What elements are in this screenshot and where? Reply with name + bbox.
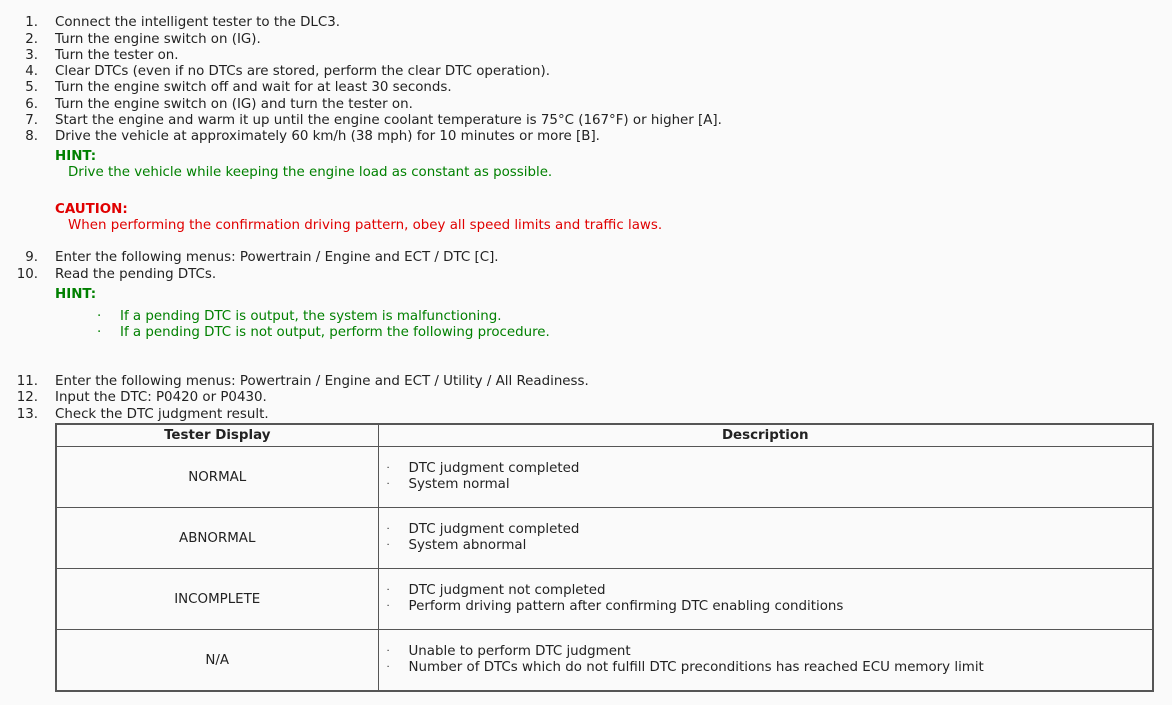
table-row [56, 569, 1153, 630]
step-6 [0, 97, 413, 113]
bullet-icon: · [386, 645, 390, 657]
bullet-icon: · [386, 584, 390, 596]
description-cell [378, 508, 1153, 569]
step-5 [0, 80, 452, 96]
step-13 [0, 407, 269, 423]
dtc-judgment-table [55, 423, 1154, 692]
step-number: 6. [25, 97, 38, 112]
step-3 [0, 48, 179, 64]
step-11 [0, 374, 589, 390]
step-12 [0, 390, 267, 406]
description-cell [378, 569, 1153, 630]
hint-label: HINT: [55, 149, 97, 164]
table-row [56, 447, 1153, 508]
step-number: 13. [16, 407, 38, 422]
header-description: Description [378, 424, 1153, 447]
tester-display-cell: NORMAL [56, 447, 378, 508]
table-row [56, 508, 1153, 569]
caution-label: CAUTION: [55, 202, 128, 217]
hint-bullet-item [97, 325, 550, 341]
step-text: Turn the tester on. [55, 48, 179, 63]
step-number: 12. [16, 390, 38, 405]
bullet-icon: · [386, 601, 390, 612]
description-item: Perform driving pattern after confirming DTC enabling conditions [408, 599, 844, 614]
step-text: Check the DTC judgment result. [55, 407, 269, 422]
step-text: Read the pending DTCs. [55, 267, 217, 282]
tester-display-cell: INCOMPLETE [56, 569, 378, 630]
description-item: System abnormal [408, 538, 527, 553]
step-number: 10. [16, 267, 38, 282]
hint-bullet-text: If a pending DTC is output, the system is malfunctioning. [120, 309, 502, 324]
step-text: Start the engine and warm it up until the engine coolant temperature is 75°C (167°F) or higher [A]. [55, 113, 722, 128]
bullet-icon: · [386, 540, 390, 551]
step-number: 3. [25, 48, 38, 63]
description-cell [378, 630, 1153, 692]
hint-bullet-text: If a pending DTC is not output, perform the following procedure. [120, 325, 550, 340]
tester-display-cell: ABNORMAL [56, 508, 378, 569]
hint-label: HINT: [55, 287, 97, 302]
bullet-icon: · [97, 309, 102, 324]
step-number: 9. [25, 250, 38, 265]
step-9 [0, 250, 499, 266]
step-text: Input the DTC: P0420 or P0430. [55, 390, 267, 405]
description-item: System normal [408, 477, 510, 492]
caution-text: When performing the confirmation driving pattern, obey all speed limits and traffic laws. [68, 218, 663, 233]
bullet-icon: · [386, 523, 390, 535]
step-number: 1. [25, 15, 38, 30]
bullet-icon: · [386, 662, 390, 673]
step-text: Enter the following menus: Powertrain / Engine and ECT / DTC [C]. [55, 250, 499, 265]
table-row [56, 630, 1153, 692]
step-8 [0, 129, 600, 145]
step-number: 2. [25, 31, 38, 47]
step-text: Turn the engine switch on (IG). [55, 31, 261, 47]
description-item: Unable to perform DTC judgment [408, 643, 631, 659]
step-number: 4. [25, 64, 38, 79]
step-4 [0, 64, 550, 80]
step-text: Enter the following menus: Powertrain / Engine and ECT / Utility / All Readiness. [55, 374, 589, 389]
step-number: 5. [25, 80, 38, 95]
step-10 [0, 267, 217, 283]
description-item: DTC judgment completed [408, 521, 580, 537]
step-2 [0, 31, 261, 48]
step-1 [0, 15, 340, 31]
step-7 [0, 113, 722, 129]
hint-text: Drive the vehicle while keeping the engine load as constant as possible. [68, 165, 553, 180]
step-text: Drive the vehicle at approximately 60 km/h (38 mph) for 10 minutes or more [B]. [55, 129, 600, 144]
header-tester-display: Tester Display [56, 424, 378, 447]
table-header-row [56, 424, 1153, 447]
bullet-icon: · [386, 462, 390, 474]
description-item: DTC judgment completed [408, 460, 580, 476]
description-item: DTC judgment not completed [408, 582, 606, 598]
step-text: Clear DTCs (even if no DTCs are stored, perform the clear DTC operation). [55, 64, 550, 79]
hint-bullet-item [97, 309, 502, 325]
step-number: 7. [25, 113, 38, 128]
step-number: 8. [25, 129, 38, 144]
tester-display-cell: N/A [56, 630, 378, 692]
step-text: Turn the engine switch off and wait for at least 30 seconds. [55, 80, 452, 95]
description-cell [378, 447, 1153, 508]
step-text: Connect the intelligent tester to the DLC3. [55, 15, 340, 30]
bullet-icon: · [386, 479, 390, 490]
bullet-icon: · [97, 325, 102, 340]
step-number: 11. [16, 374, 38, 389]
step-text: Turn the engine switch on (IG) and turn the tester on. [55, 97, 413, 112]
description-item: Number of DTCs which do not fulfill DTC preconditions has reached ECU memory limit [408, 660, 984, 675]
